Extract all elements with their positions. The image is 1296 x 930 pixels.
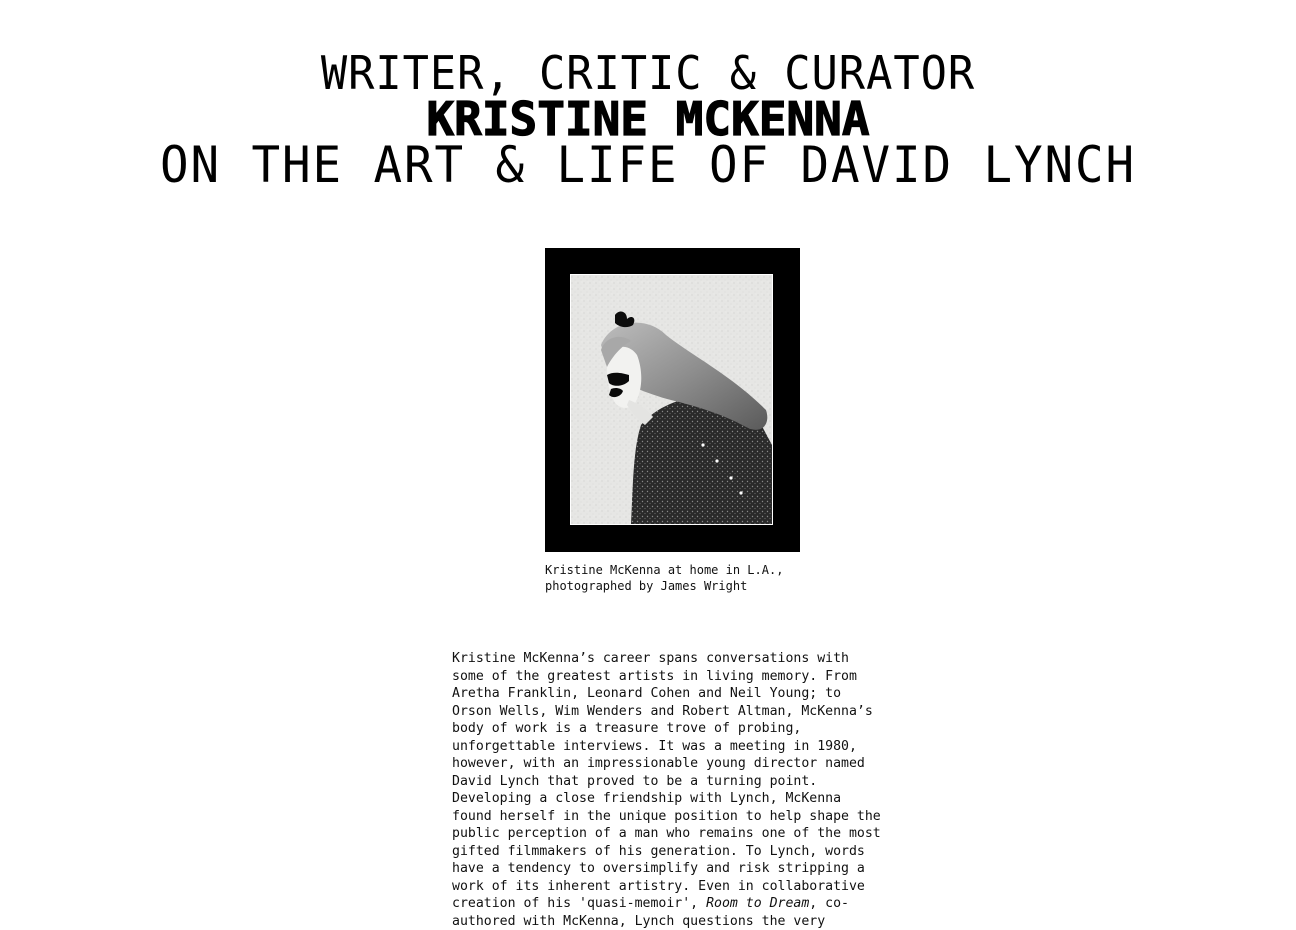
article-text: , co- bbox=[809, 896, 849, 911]
article-line: gifted filmmakers of his generation. To Lynch, words bbox=[452, 843, 865, 859]
portrait-photo-frame bbox=[545, 248, 800, 552]
article-body bbox=[452, 650, 892, 930]
article-line: some of the greatest artists in living memory. From bbox=[452, 668, 857, 684]
article-line: unforgettable interviews. It was a meeting in 1980, bbox=[452, 738, 857, 754]
article-line: Developing a close friendship with Lynch, McKenna bbox=[452, 791, 842, 806]
article-line: however, with an impressionable young director named bbox=[452, 756, 865, 771]
photo-caption bbox=[545, 562, 805, 594]
portrait-photo bbox=[570, 274, 773, 525]
caption-line: photographed by James Wright bbox=[545, 579, 748, 593]
article-line: David Lynch that proved to be a turning point. bbox=[452, 773, 818, 789]
article-line: work of its inherent artistry. Even in collaborative bbox=[452, 878, 865, 894]
page-header bbox=[0, 46, 1296, 194]
article-line: found herself in the unique position to help shape the bbox=[452, 808, 881, 824]
header-tagline: WRITER, CRITIC & CURATOR bbox=[320, 46, 976, 100]
book-title: Room to Dream bbox=[706, 896, 810, 911]
portrait-photo-icon bbox=[571, 275, 772, 524]
header-subtitle: ON THE ART & LIFE OF DAVID LYNCH bbox=[160, 136, 1136, 194]
article-line: Aretha Franklin, Leonard Cohen and Neil Young; to bbox=[452, 686, 842, 701]
article-line: authored with McKenna, Lynch questions the very bbox=[452, 913, 826, 929]
article-text: creation of his 'quasi-memoir', bbox=[452, 896, 707, 911]
article-line: public perception of a man who remains one of the most bbox=[452, 826, 881, 841]
article-line: body of work is a treasure trove of probing, bbox=[452, 721, 802, 736]
article-line: Orson Wells, Wim Wenders and Robert Altman, McKenna’s bbox=[452, 703, 873, 719]
caption-line: Kristine McKenna at home in L.A., bbox=[545, 563, 784, 577]
article-line: have a tendency to oversimplify and risk stripping a bbox=[452, 861, 865, 876]
article-line-with-title bbox=[452, 895, 892, 913]
article-line: Kristine McKenna’s career spans conversations with bbox=[452, 651, 849, 666]
header-name: KRISTINE MCKENNA bbox=[426, 92, 870, 146]
